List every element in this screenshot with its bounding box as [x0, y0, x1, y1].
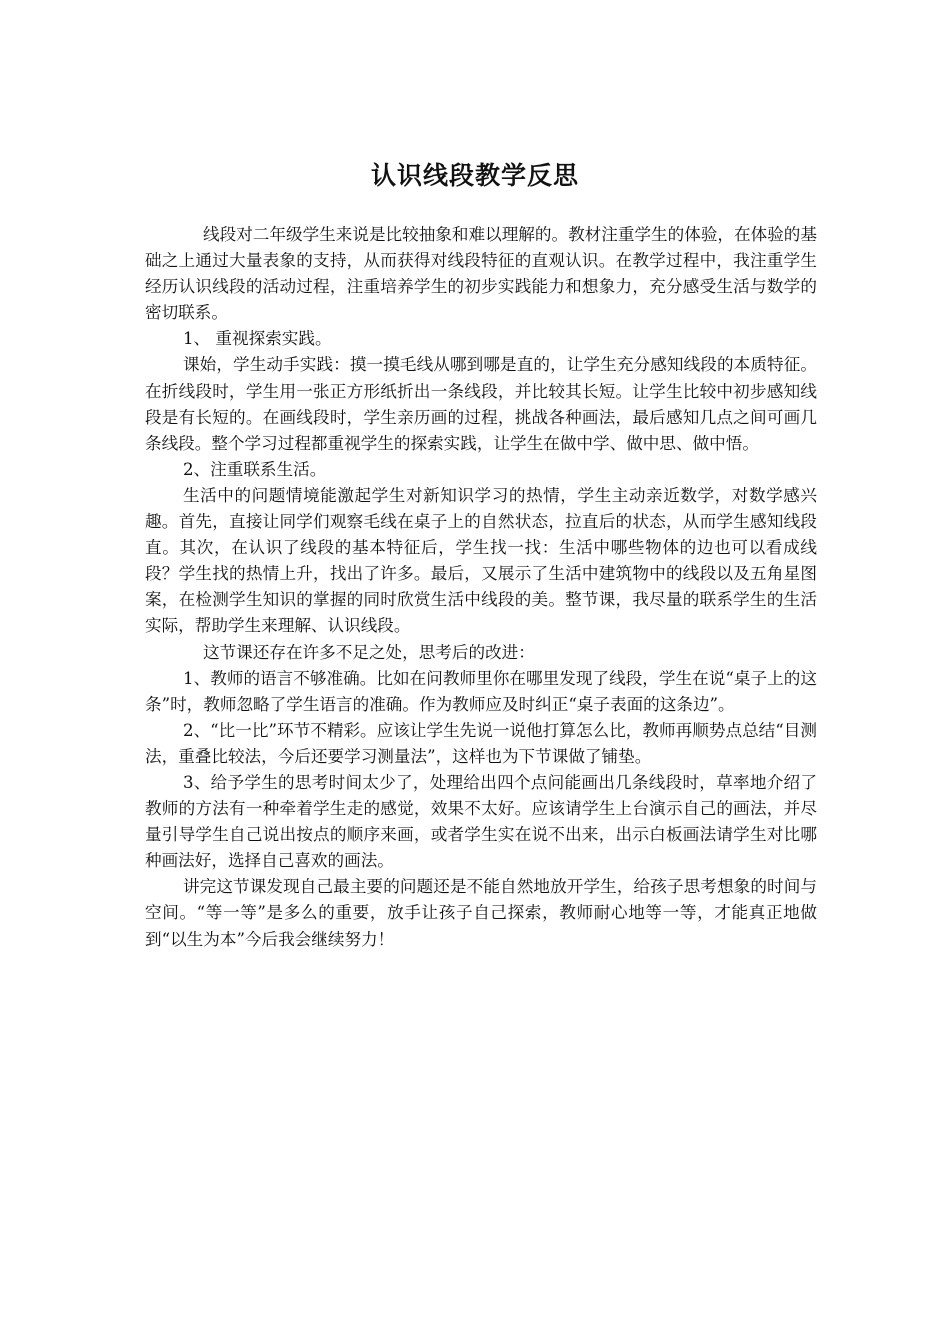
section-heading-2: 2、注重联系生活。 — [183, 459, 327, 479]
section-paragraph-2: 生活中的问题情境能激起学生对新知识学习的热情，学生主动亲近数学，对数学感兴趣。首先，直接让同学们观察毛线在桌子上的自然状态，拉直后的状态，从而学生感知线段直。其次，在认识了线段的基本特征后，学生找一找：生活中哪些物体的边也可以看成线段？学生找的热情上升，找出了许多。最后，又展示了生活中建筑物中的线段以及五角星图案，在检测学生知识的掌握的同时欣赏生活中线段的美。整节课，我尽量的联系学生的生活实际，帮助学生来理解、认识线段。 — [145, 485, 817, 636]
improvement-item-2: 2、“比一比”环节不精彩。应该让学生先说一说他打算怎么比，教师再顺势点总结“目测法，重叠比较法，今后还要学习测量法”，这样也为下节课做了铺垫。 — [145, 720, 817, 766]
improvement-item-3: 3、给予学生的思考时间太少了，处理给出四个点问能画出几条线段时，草率地介绍了教师的方法有一种牵着学生走的感觉，效果不太好。应该请学生上台演示自己的画法，并尽量引导学生自己说出按点的顺序来画，或者学生实在说不出来，出示白板画法请学生对比哪种画法好，选择自己喜欢的画法。 — [145, 772, 817, 871]
closing-paragraph: 讲完这节课发现自己最主要的问题还是不能自然地放开学生，给孩子思考想象的时间与空间。“等一等”是多么的重要，放手让孩子自己探索，教师耐心地等一等，才能真正地做到“以生为本”今后我会继续努力！ — [145, 877, 817, 949]
section-paragraph-1: 课始，学生动手实践：摸一摸毛线从哪到哪是直的，让学生充分感知线段的本质特征。在折线段时，学生用一张正方形纸折出一条线段，并比较其长短。让学生比较中初步感知线段是有长短的。在画线段时，学生亲历画的过程，挑战各种画法，最后感知几点之间可画几条线段。整个学习过程都重视学生的探索实践，让学生在做中学、做中思、做中悟。 — [145, 355, 817, 453]
document-title: 认识线段教学反思 — [370, 161, 579, 190]
improvements-intro: 这节课还存在许多不足之处，思考后的改进： — [203, 642, 535, 662]
intro-paragraph: 线段对二年级学生来说是比较抽象和难以理解的。教材注重学生的体验，在体验的基础之上通过大量表象的支持，从而获得对线段特征的直观认识。在教学过程中，我注重学生经历认识线段的活动过程，注重培养学生的初步实践能力和想象力，充分感受生活与数学的密切联系。 — [145, 225, 817, 323]
section-heading-1: 1、 重视探索实践。 — [183, 329, 332, 349]
document-body — [145, 222, 817, 953]
improvement-item-1: 1、教师的语言不够准确。比如在问教师里你在哪里发现了线段，学生在说“桌子上的这条”时，教师忽略了学生语言的准确。作为教师应及时纠正“桌子表面的这条边”。 — [145, 668, 817, 714]
